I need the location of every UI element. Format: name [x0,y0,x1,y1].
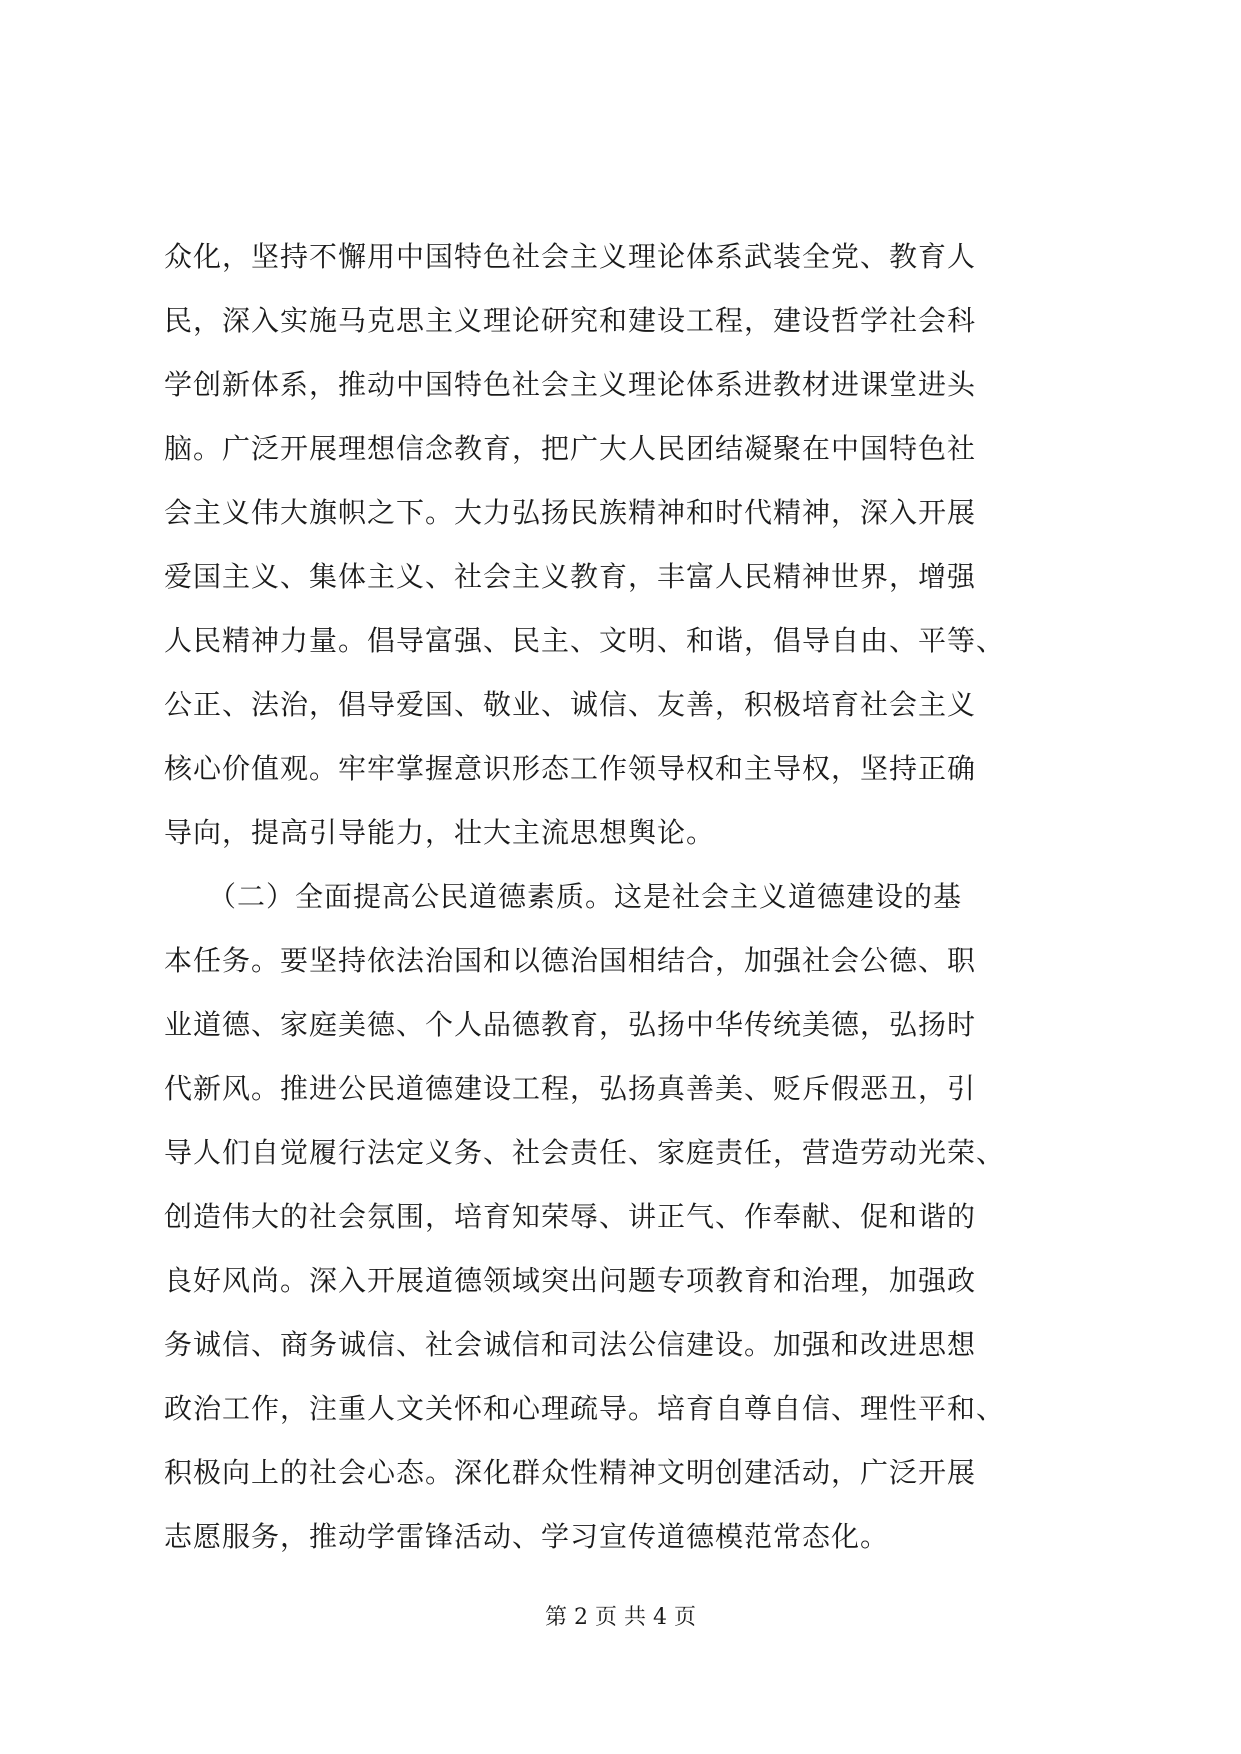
text-line: 导向，提高引导能力，壮大主流思想舆论。 [164,816,716,849]
text-line: 务诚信、商务诚信、社会诚信和司法公信建设。加强和改进思想 [164,1328,977,1361]
page-footer: 第 2 页 共 4 页 [545,1605,696,1630]
text-line: 导人们自觉履行法定义务、社会责任、家庭责任，营造劳动光荣、 [164,1136,1006,1169]
text-line: 代新风。推进公民道德建设工程，弘扬真善美、贬斥假恶丑，引 [164,1072,977,1105]
text-line: 本任务。要坚持依法治国和以德治国相结合，加强社会公德、职 [164,944,977,977]
body-text [164,225,1076,1569]
text-line: 脑。广泛开展理想信念教育，把广大人民团结凝聚在中国特色社 [164,432,977,465]
text-line: 会主义伟大旗帜之下。大力弘扬民族精神和时代精神，深入开展 [164,496,977,529]
text-line: 核心价值观。牢牢掌握意识形态工作领导权和主导权，坚持正确 [164,752,977,785]
text-line: 创造伟大的社会氛围，培育知荣辱、讲正气、作奉献、促和谐的 [164,1200,977,1233]
text-line: 人民精神力量。倡导富强、民主、文明、和谐，倡导自由、平等、 [164,624,1006,657]
text-line: 业道德、家庭美德、个人品德教育，弘扬中华传统美德，弘扬时 [164,1008,977,1041]
text-line: 积极向上的社会心态。深化群众性精神文明创建活动，广泛开展 [164,1456,977,1489]
text-line: 民，深入实施马克思主义理论研究和建设工程，建设哲学社会科 [164,304,977,337]
text-line: 志愿服务，推动学雷锋活动、学习宣传道德模范常态化。 [164,1520,890,1553]
text-line: 公正、法治，倡导爱国、敬业、诚信、友善，积极培育社会主义 [164,688,977,721]
text-line: 爱国主义、集体主义、社会主义教育，丰富人民精神世界，增强 [164,560,977,593]
text-line: 学创新体系，推动中国特色社会主义理论体系进教材进课堂进头 [164,368,977,401]
text-line: 政治工作，注重人文关怀和心理疏导。培育自尊自信、理性平和、 [164,1392,1006,1425]
text-line: 良好风尚。深入开展道德领域突出问题专项教育和治理，加强政 [164,1264,977,1297]
text-line: 众化，坚持不懈用中国特色社会主义理论体系武装全党、教育人 [164,240,977,273]
section-heading-line: （二）全面提高公民道德素质。这是社会主义道德建设的基 [164,880,963,913]
